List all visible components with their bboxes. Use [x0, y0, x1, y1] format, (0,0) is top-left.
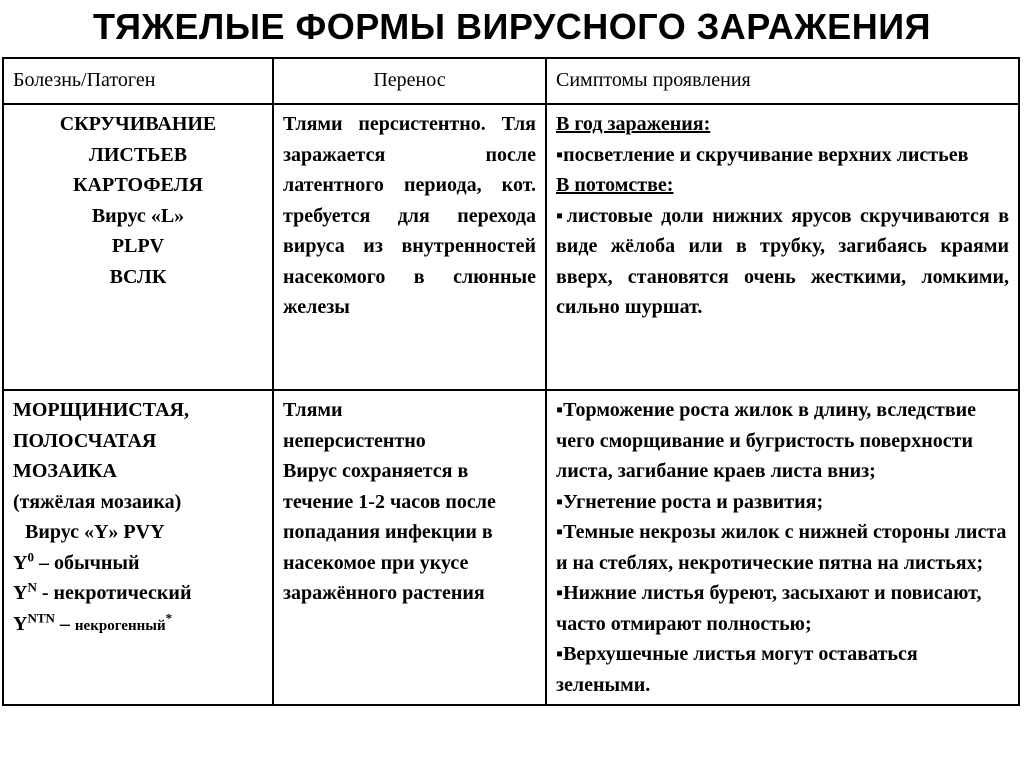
transmission-cell — [273, 390, 546, 705]
strain-letter: Y — [13, 582, 28, 604]
symptom-item: ▪Верхушечные листья могут оставаться зелеными. — [556, 643, 918, 696]
symptoms-cell — [546, 390, 1019, 705]
symptom-item: ▪Темные некрозы жилок с нижней стороны листа и на стеблях, некротические пятна на листьях; — [556, 521, 1007, 574]
table-header-row — [3, 58, 1019, 104]
strain-yntn — [13, 609, 263, 642]
strain-letter: Y — [13, 551, 28, 574]
header-disease: Болезнь/Патоген — [3, 58, 273, 104]
strain-y0 — [13, 548, 263, 579]
symptom-item: ▪листовые доли нижних ярусов скручиваются в виде жёлоба или в трубку, загибаясь краями вверх, становятся очень жесткими, ломкими, сильно шуршат. — [556, 204, 1009, 318]
symptom-item: ▪Торможение роста жилок в длину, вследствие чего сморщивание и бугристость поверхности листа, загибание краев листа вниз; — [556, 399, 977, 482]
disease-line: (тяжёлая мозаика) — [13, 490, 182, 513]
transmission-line: неперсистентно — [283, 429, 426, 452]
symptom-item: ▪Угнетение роста и развития; — [556, 490, 824, 513]
transmission-cell: Тлями персистентно. Тля заражается после латентного периода, кот. требуется для перехода вируса из внутренностей насекомого в слюнные железы — [273, 104, 546, 390]
strain-desc: – обычный — [33, 551, 140, 574]
strain-desc: некрогенный — [74, 617, 166, 634]
strain-letter: Y — [13, 612, 28, 635]
symptom-item: ▪посветление и скручивание верхних листьев — [556, 143, 969, 166]
strain-sup: 0 — [27, 548, 34, 564]
strain-sup: NTN — [27, 609, 55, 625]
disease-line: КАРТОФЕЛЯ — [73, 174, 203, 196]
disease-line: МОЗАИКА — [13, 460, 117, 482]
disease-line: PLPV — [111, 235, 165, 257]
disease-line: ПОЛОСЧАТАЯ — [13, 429, 157, 452]
header-symptoms: Симптомы проявления — [546, 58, 1019, 104]
footnote-mark: * — [165, 609, 173, 625]
symptom-heading: В потомстве: — [556, 174, 674, 196]
strain-desc: - некротический — [36, 582, 192, 604]
disease-line: Вирус «L» — [91, 204, 185, 227]
strain-yn — [13, 578, 263, 609]
table-row — [3, 104, 1019, 390]
disease-cell — [3, 390, 273, 705]
disease-line: ВСЛК — [109, 265, 167, 288]
disease-line: СКРУЧИВАНИЕ — [59, 113, 217, 135]
transmission-line: Тлями — [283, 399, 343, 421]
symptom-heading: В год заражения: — [556, 113, 711, 135]
page-title: ТЯЖЕЛЫЕ ФОРМЫ ВИРУСНОГО ЗАРАЖЕНИЯ — [93, 6, 931, 47]
strain-dash: – — [54, 612, 75, 635]
strain-sup: N — [27, 579, 37, 595]
virus-table — [2, 57, 1020, 706]
disease-cell — [3, 104, 273, 390]
symptoms-cell — [546, 104, 1019, 390]
header-transmission: Перенос — [273, 58, 546, 104]
table-row — [3, 390, 1019, 705]
disease-line: Вирус «Y» PVY — [25, 521, 165, 543]
transmission-line: Вирус сохраняется в течение 1-2 часов после попадания инфекции в насекомое при укусе заражённого растения — [283, 460, 496, 604]
symptom-item: ▪Нижние листья буреют, засыхают и повисают, часто отмирают полностью; — [556, 582, 982, 635]
disease-line: МОРЩИНИСТАЯ, — [13, 399, 189, 421]
disease-line: ЛИСТЬЕВ — [88, 143, 188, 166]
